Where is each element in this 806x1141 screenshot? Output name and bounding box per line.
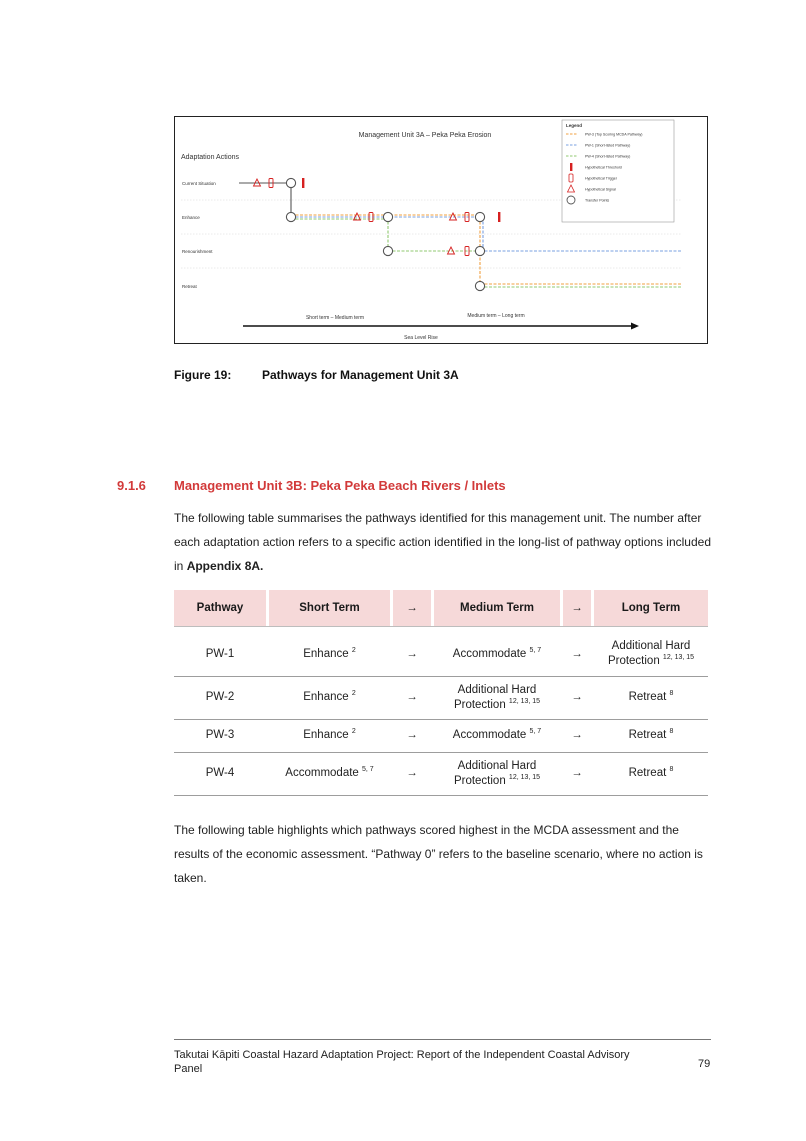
figure-caption-text: Pathways for Management Unit 3A [262, 368, 459, 382]
legend-swatch [567, 196, 575, 204]
footer-text: Takutai Kāpiti Coastal Hazard Adaptation Project: Report of the Independent Coastal Advisory Panel [174, 1049, 630, 1075]
cell-medium-term: Accommodate $^{5, 7}$ [434, 633, 560, 676]
table-row [174, 719, 708, 752]
cell-long-term: Retreat $^8$ [594, 676, 708, 719]
timeline-medium-label: Medium term – Long term [467, 313, 525, 319]
header-pathway: Pathway [174, 590, 266, 627]
cell-arrow: → [563, 676, 591, 719]
cell-short-term: Enhance $^2$ [269, 633, 390, 676]
intro-text: The following table summarises the pathways identified for this management unit. The number after each adaptation action refers to a specific action identified in the long-list of pathway options included in [174, 511, 711, 573]
row-label: Retreat [182, 284, 197, 289]
row-label: Enhance [182, 215, 200, 220]
cell-arrow: → [563, 719, 591, 752]
table-header-row [174, 590, 708, 627]
legend-label: PW-4 (Short-listed Pathway) [585, 154, 631, 159]
cell-short-term: Accommodate $^{5, 7}$ [269, 752, 390, 795]
legend-title: Legend [566, 123, 583, 128]
timeline-axis-label: Sea Level Rise [404, 335, 438, 341]
cell-arrow: → [393, 633, 431, 676]
header-arrow-1: → [393, 590, 431, 627]
cell-pathway: PW-3 [174, 719, 266, 752]
threshold-marker [498, 212, 500, 222]
pathways-diagram [175, 117, 709, 345]
pathway-table [174, 590, 708, 796]
cell-long-term: Additional Hard Protection $^{12, 13, 15}$ [594, 633, 708, 676]
cell-arrow: → [563, 752, 591, 795]
threshold-marker [302, 178, 304, 188]
timeline-short-label: Short term – Medium term [305, 315, 365, 321]
timeline-arrowhead [631, 323, 639, 330]
cell-arrow: → [563, 633, 591, 676]
cell-pathway: PW-2 [174, 676, 266, 719]
figure-caption-number: Figure 19: [174, 368, 232, 382]
cell-arrow: → [393, 752, 431, 795]
table-row [174, 752, 708, 795]
transfer-point [383, 246, 392, 255]
cell-medium-term: Additional Hard Protection $^{12, 13, 15}$ [434, 752, 560, 795]
legend-label: PW-1 (Short-listed Pathway) [585, 143, 631, 148]
intro-paragraph [174, 506, 714, 578]
transfer-point [475, 246, 484, 255]
figure-title: Management Unit 3A – Peka Peka Erosion [358, 132, 492, 139]
cell-long-term: Retreat $^8$ [594, 752, 708, 795]
table-row [174, 676, 708, 719]
transfer-point [286, 178, 295, 187]
header-short-term: Short Term [269, 590, 390, 627]
cell-arrow: → [393, 719, 431, 752]
cell-pathway: PW-1 [174, 633, 266, 676]
header-arrow-2: → [563, 590, 591, 627]
section-number: 9.1.6 [117, 478, 146, 493]
cell-short-term: Enhance $^2$ [269, 719, 390, 752]
cell-medium-term: Accommodate $^{5, 7}$ [434, 719, 560, 752]
cell-medium-term: Additional Hard Protection $^{12, 13, 15}$ [434, 676, 560, 719]
appendix-reference: Appendix 8A. [186, 559, 264, 573]
figure-caption [174, 368, 459, 382]
legend-label: PW-3 (Top Scoring MCDA Pathway) [585, 132, 643, 137]
row-label: Current Situation [182, 181, 216, 186]
transfer-point [475, 212, 484, 221]
legend-label: Hypothetical Trigger [585, 176, 617, 181]
header-medium-term: Medium Term [434, 590, 560, 627]
legend-label: Hypothetical Threshold [585, 165, 622, 170]
outro-paragraph: The following table highlights which pathways scored highest in the MCDA assessment and the results of the economic assessment. “Pathway 0” refers to the baseline scenario, where no action is taken. [174, 823, 703, 885]
row-label: Renourishment [182, 249, 213, 254]
legend-label: Transfer Points [585, 198, 610, 203]
transfer-point [383, 212, 392, 221]
legend-swatch [570, 163, 572, 171]
table-row [174, 633, 708, 676]
cell-long-term: Retreat $^8$ [594, 719, 708, 752]
figure-y-axis-title: Adaptation Actions [181, 154, 239, 161]
cell-pathway: PW-4 [174, 752, 266, 795]
footer-rule [174, 1039, 711, 1040]
pathways-figure [174, 116, 708, 344]
cell-short-term: Enhance $^2$ [269, 676, 390, 719]
section-title: Management Unit 3B: Peka Peka Beach Rivers / Inlets [174, 478, 506, 493]
transfer-point [475, 281, 484, 290]
page-number: 79 [698, 1058, 711, 1070]
transfer-point [286, 212, 295, 221]
header-long-term: Long Term [594, 590, 708, 627]
legend-label: Hypothetical Signal [585, 187, 616, 192]
cell-arrow: → [393, 676, 431, 719]
